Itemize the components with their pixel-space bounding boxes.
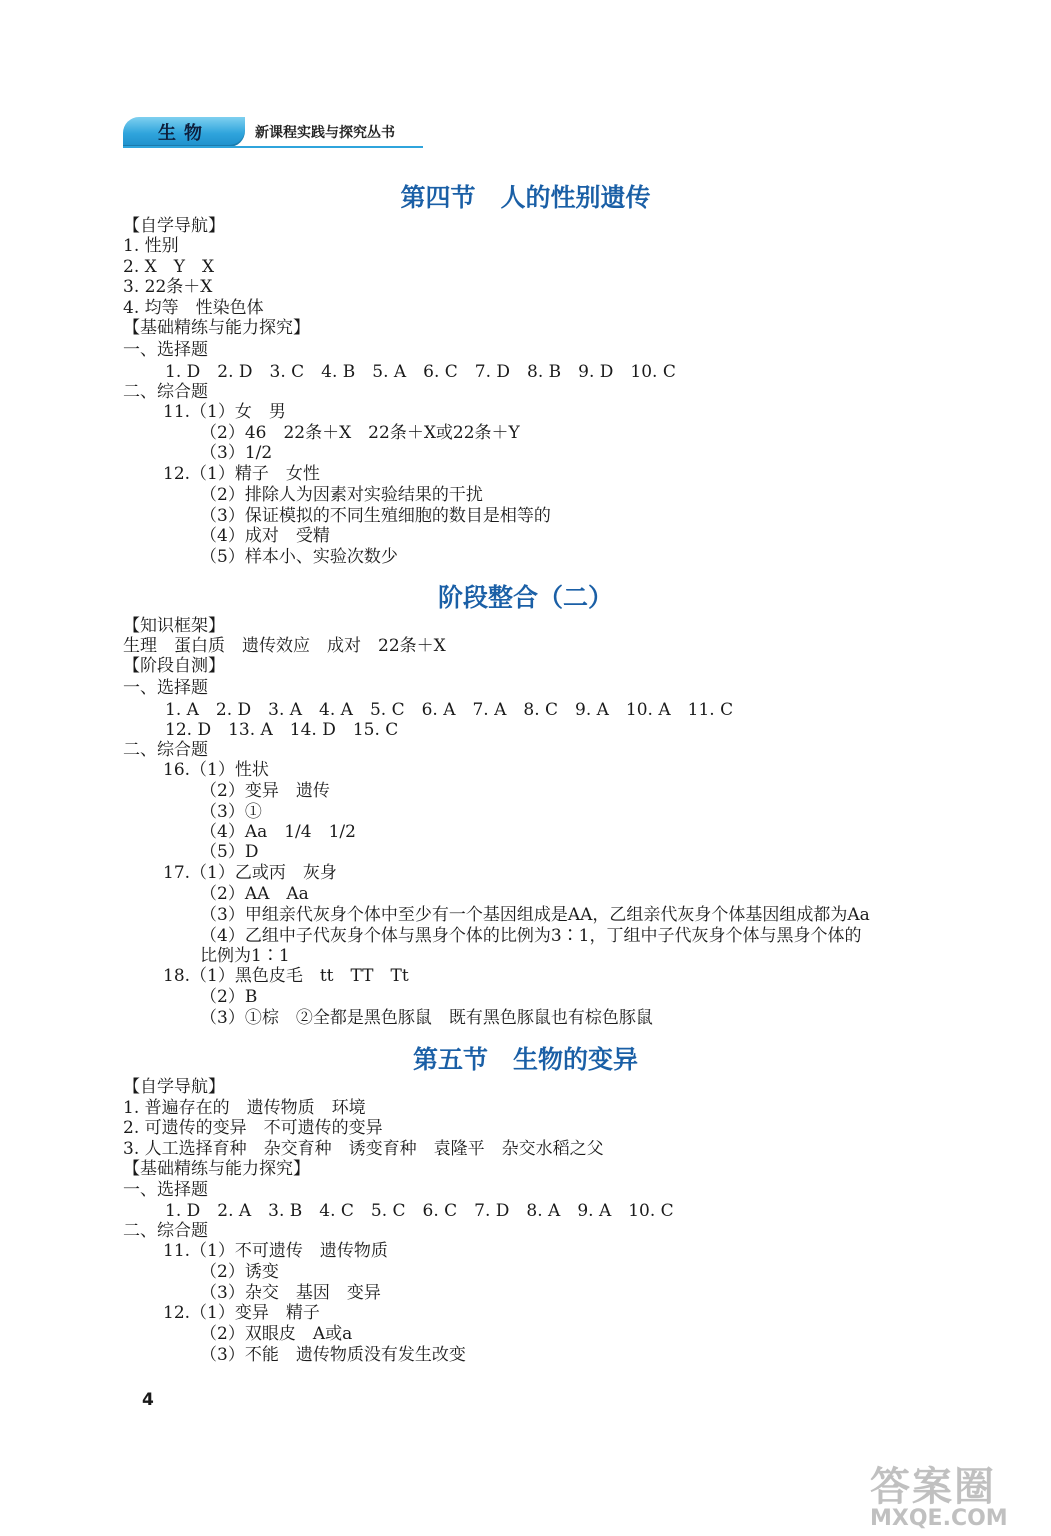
watermark-logo xyxy=(870,1455,1035,1531)
answer-line: （2）诱变 xyxy=(200,1262,279,1282)
subheading-choice: 一、选择题 xyxy=(123,340,208,360)
subject-badge: 生物 xyxy=(123,117,245,147)
answer-line: 生理 蛋白质 遗传效应 成对 22条＋X xyxy=(123,636,446,656)
answer-line: （2）排除人为因素对实验结果的干扰 xyxy=(200,485,483,505)
answer-line: 11.（1）女 男 xyxy=(163,402,286,422)
answer-line: 比例为1∶1 xyxy=(200,946,290,966)
heading-practice: 【基础精练与能力探究】 xyxy=(123,1159,310,1179)
header-rule xyxy=(123,146,423,148)
watermark-logo-text: 答案圈 xyxy=(870,1464,996,1510)
answer-line: （3）杂交 基因 变异 xyxy=(200,1283,381,1303)
answer-line: 1. 普遍存在的 遗传物质 环境 xyxy=(123,1098,366,1118)
answer-line: 3. 22条＋X xyxy=(123,277,213,297)
answer-line: （3）① xyxy=(200,802,262,822)
answer-line: 4. 均等 性染色体 xyxy=(123,298,264,318)
answer-line: （5）样本小、实验次数少 xyxy=(200,547,398,567)
answer-line: 12.（1）变异 精子 xyxy=(163,1303,320,1323)
answer-line: 1. 性别 xyxy=(123,236,179,256)
answer-line: （2）变异 遗传 xyxy=(200,781,330,801)
answer-line: （3）甲组亲代灰身个体中至少有一个基因组成是AA，乙组亲代灰身个体基因组成都为Aa xyxy=(200,905,870,925)
subheading-composite: 二、综合题 xyxy=(123,740,208,760)
answer-line: （2）B xyxy=(200,987,258,1007)
answer-line: 3. 人工选择育种 杂交育种 诱变育种 袁隆平 杂交水稻之父 xyxy=(123,1139,604,1159)
subheading-choice: 一、选择题 xyxy=(123,678,208,698)
heading-self-study: 【自学导航】 xyxy=(123,216,225,236)
answer-line: 17.（1）乙或丙 灰身 xyxy=(163,863,337,883)
heading-self-study: 【自学导航】 xyxy=(123,1077,225,1097)
answer-line: 12.（1）精子 女性 xyxy=(163,464,320,484)
answer-line: 16.（1）性状 xyxy=(163,760,269,780)
series-title: 新课程实践与探究丛书 xyxy=(255,125,395,141)
heading-framework: 【知识框架】 xyxy=(123,616,225,636)
heading-self-test: 【阶段自测】 xyxy=(123,656,225,676)
answer-line: （3）①棕 ②全都是黑色豚鼠 既有黑色豚鼠也有棕色豚鼠 xyxy=(200,1008,653,1028)
answer-line: （3）不能 遗传物质没有发生改变 xyxy=(200,1345,466,1365)
answer-line: （5）D xyxy=(200,842,259,862)
answer-line: （4）Aa 1/4 1/2 xyxy=(200,822,356,842)
answer-line: （3）保证模拟的不同生殖细胞的数目是相等的 xyxy=(200,506,551,526)
choice-answers: 12. D 13. A 14. D 15. C xyxy=(165,720,399,740)
answer-line: （2）AA Aa xyxy=(200,884,309,904)
section-title-5: 第五节 生物的变异 xyxy=(412,1045,638,1074)
answer-line: （3）1/2 xyxy=(200,443,273,463)
answer-line: 2. 可遗传的变异 不可遗传的变异 xyxy=(123,1118,383,1138)
subheading-choice: 一、选择题 xyxy=(123,1180,208,1200)
answer-line: （2）双眼皮 A或a xyxy=(200,1324,353,1344)
choice-answers: 1. D 2. A 3. B 4. C 5. C 6. C 7. D 8. A 9. A 10. C xyxy=(165,1201,674,1221)
heading-practice: 【基础精练与能力探究】 xyxy=(123,318,310,338)
section-title-stage: 阶段整合（二） xyxy=(437,583,613,612)
page-number: 4 xyxy=(142,1390,154,1410)
answer-line: （2）46 22条＋X 22条＋X或22条＋Y xyxy=(200,423,520,443)
watermark-logo-domain: MXQE.COM xyxy=(870,1506,1008,1531)
answer-line: （4）乙组中子代灰身个体与黑身个体的比例为3∶1，丁组中子代灰身个体与黑身个体的 xyxy=(200,926,862,946)
answer-line: 11.（1）不可遗传 遗传物质 xyxy=(163,1241,388,1261)
subheading-composite: 二、综合题 xyxy=(123,1221,208,1241)
choice-answers: 1. D 2. D 3. C 4. B 5. A 6. C 7. D 8. B 9. D 10. C xyxy=(165,362,676,382)
choice-answers: 1. A 2. D 3. A 4. A 5. C 6. A 7. A 8. C 9. A 10. A 11. C xyxy=(165,700,734,720)
answer-line: （4）成对 受精 xyxy=(200,526,330,546)
answer-line: 2. X Y X xyxy=(123,257,215,277)
subheading-composite: 二、综合题 xyxy=(123,382,208,402)
answer-line: 18.（1）黑色皮毛 tt TT Tt xyxy=(163,966,409,986)
book-header xyxy=(123,116,395,148)
section-title-4: 第四节 人的性别遗传 xyxy=(400,183,651,212)
